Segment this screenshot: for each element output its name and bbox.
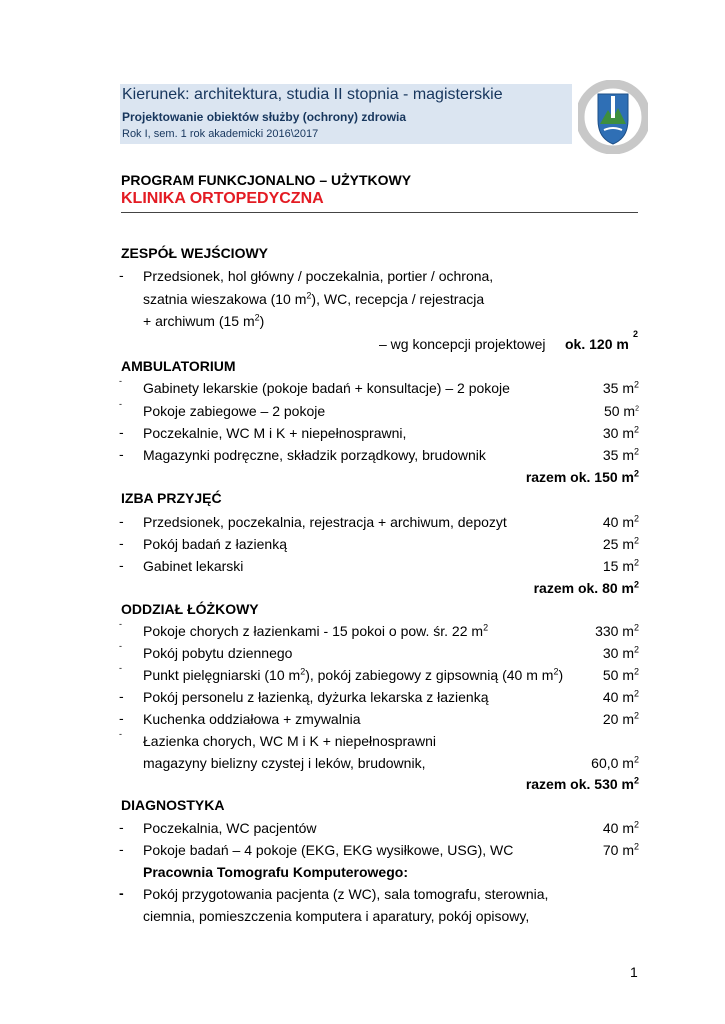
list-item: Punkt pielęgniarski (10 $m^2$), pokój zabiegowy z gipsownią (40 m $m^2$)	[143, 666, 564, 683]
page-number: 1	[630, 964, 638, 980]
list-item: Pokój pobytu dziennego	[143, 645, 293, 661]
area-value: 35 $m^2$	[602, 446, 639, 463]
list-bullet: -	[119, 557, 124, 573]
list-bullet: -	[119, 399, 122, 409]
header-year: Rok I, sem. 1 rok akademicki 2016\2017	[122, 128, 319, 140]
list-bullet: -	[119, 535, 124, 551]
section-heading: IZBA PRZYJĘĆ	[121, 490, 222, 506]
area-value: 25 $m^2$	[602, 535, 639, 552]
list-bullet: -	[119, 710, 124, 726]
header-subject: Projektowanie obiektów służby (ochrony) zdrowia	[122, 110, 407, 124]
area-value: 40 $m^2$	[602, 819, 639, 836]
list-bullet: -	[119, 885, 124, 901]
list-item-cont: magazyny bielizny czystej i leków, brudownik,	[143, 755, 426, 771]
list-item: Poczekalnie, WC M i K + niepełnosprawni,	[143, 425, 407, 441]
area-value: 15 $m^2$	[602, 557, 639, 574]
list-item: Pokoje chorych z łazienkami - 15 pokoi o pow. śr. 22 $m^2$	[143, 622, 489, 639]
list-item: Pokój personelu z łazienką, dyżurka lekarska z łazienką	[143, 689, 489, 705]
area-value: 30 $m^2$	[602, 424, 639, 441]
list-item: Pokoje zabiegowe – 2 pokoje	[143, 403, 326, 419]
list-item-cont: + archiwum (15 $m^2$)	[143, 312, 265, 329]
list-item-cont: szatnia wieszakowa (10 $m^2$), WC, recepcja / rejestracja	[143, 290, 485, 307]
list-item: Przedsionek, hol główny / poczekalnia, portier / ochrona,	[143, 268, 494, 284]
area-value: 35 $m^2$	[602, 379, 639, 396]
list-item: Pokój przygotowania pacjenta (z WC), sala tomografu, sterownia,	[143, 886, 549, 902]
section-total: razem ok. 150 $m^2$	[525, 468, 639, 485]
list-item: Gabinet lekarski	[143, 558, 244, 574]
list-bullet: -	[119, 841, 124, 857]
section-heading: ZESPÓŁ WEJŚCIOWY	[121, 245, 269, 261]
list-item: Gabinety lekarskie (pokoje badań + konsultacje) – 2 pokoje	[143, 380, 510, 396]
list-bullet: -	[119, 446, 124, 462]
area-value: 40 $m^2$	[602, 688, 639, 705]
area-value: 50 $m^2$	[603, 403, 639, 419]
list-item-cont: ciemnia, pomieszczenia komputera i aparatury, pokój opisowy,	[143, 908, 530, 924]
program-subtitle: PROGRAM FUNKCJONALNO – UŻYTKOWY	[121, 172, 412, 188]
list-bullet: -	[119, 424, 124, 440]
list-bullet: -	[119, 267, 124, 283]
list-item: Magazynki podręczne, składzik porządkowy, brudownik	[143, 447, 486, 463]
header-course: Kierunek: architektura, studia II stopnia - magisterskie	[122, 86, 503, 103]
list-item: Kuchenka oddziałowa + zmywalnia	[143, 711, 361, 727]
list-item: Łazienka chorych, WC M i K + niepełnosprawni	[143, 733, 436, 749]
list-item: Pokój badań z łazienką	[143, 536, 287, 552]
area-value: 330 $m^2$	[595, 622, 639, 639]
total-label: – wg koncepcji projektowej	[379, 336, 546, 352]
list-bullet: -	[119, 619, 122, 629]
list-item: Poczekalnia, WC pacjentów	[143, 820, 317, 836]
list-bullet: -	[119, 513, 124, 529]
program-title: KLINIKA ORTOPEDYCZNA	[121, 190, 324, 207]
list-bullet: -	[119, 376, 122, 386]
list-bullet: -	[119, 729, 122, 739]
list-item: Przedsionek, poczekalnia, rejestracja + archiwum, depozyt	[143, 514, 507, 530]
university-logo	[578, 80, 648, 154]
list-bullet: -	[119, 688, 124, 704]
list-bullet: -	[119, 819, 124, 835]
list-bullet: -	[119, 663, 122, 673]
area-value: 70 $m^2$	[602, 841, 639, 858]
list-bullet: -	[119, 641, 122, 651]
section-heading: AMBULATORIUM	[121, 358, 236, 374]
area-value: 40 $m^2$	[602, 513, 639, 530]
title-divider	[121, 212, 638, 213]
total-value: ok. 120 m 2	[565, 329, 639, 352]
section-heading: DIAGNOSTYKA	[121, 797, 225, 813]
section-heading: ODDZIAŁ ŁÓŻKOWY	[121, 601, 259, 617]
area-value: 50 $m^2$	[602, 666, 639, 683]
area-value: 60,0 $m^2$	[591, 754, 639, 771]
area-value: 30 $m^2$	[602, 644, 639, 661]
subsection-heading: Pracownia Tomografu Komputerowego:	[143, 864, 408, 880]
area-value: 20 $m^2$	[602, 710, 639, 727]
section-total: razem ok. 530 $m^2$	[525, 775, 639, 792]
section-total: razem ok. 80 $m^2$	[533, 579, 639, 596]
list-item: Pokoje badań – 4 pokoje (EKG, EKG wysiłkowe, USG), WC	[143, 842, 514, 858]
